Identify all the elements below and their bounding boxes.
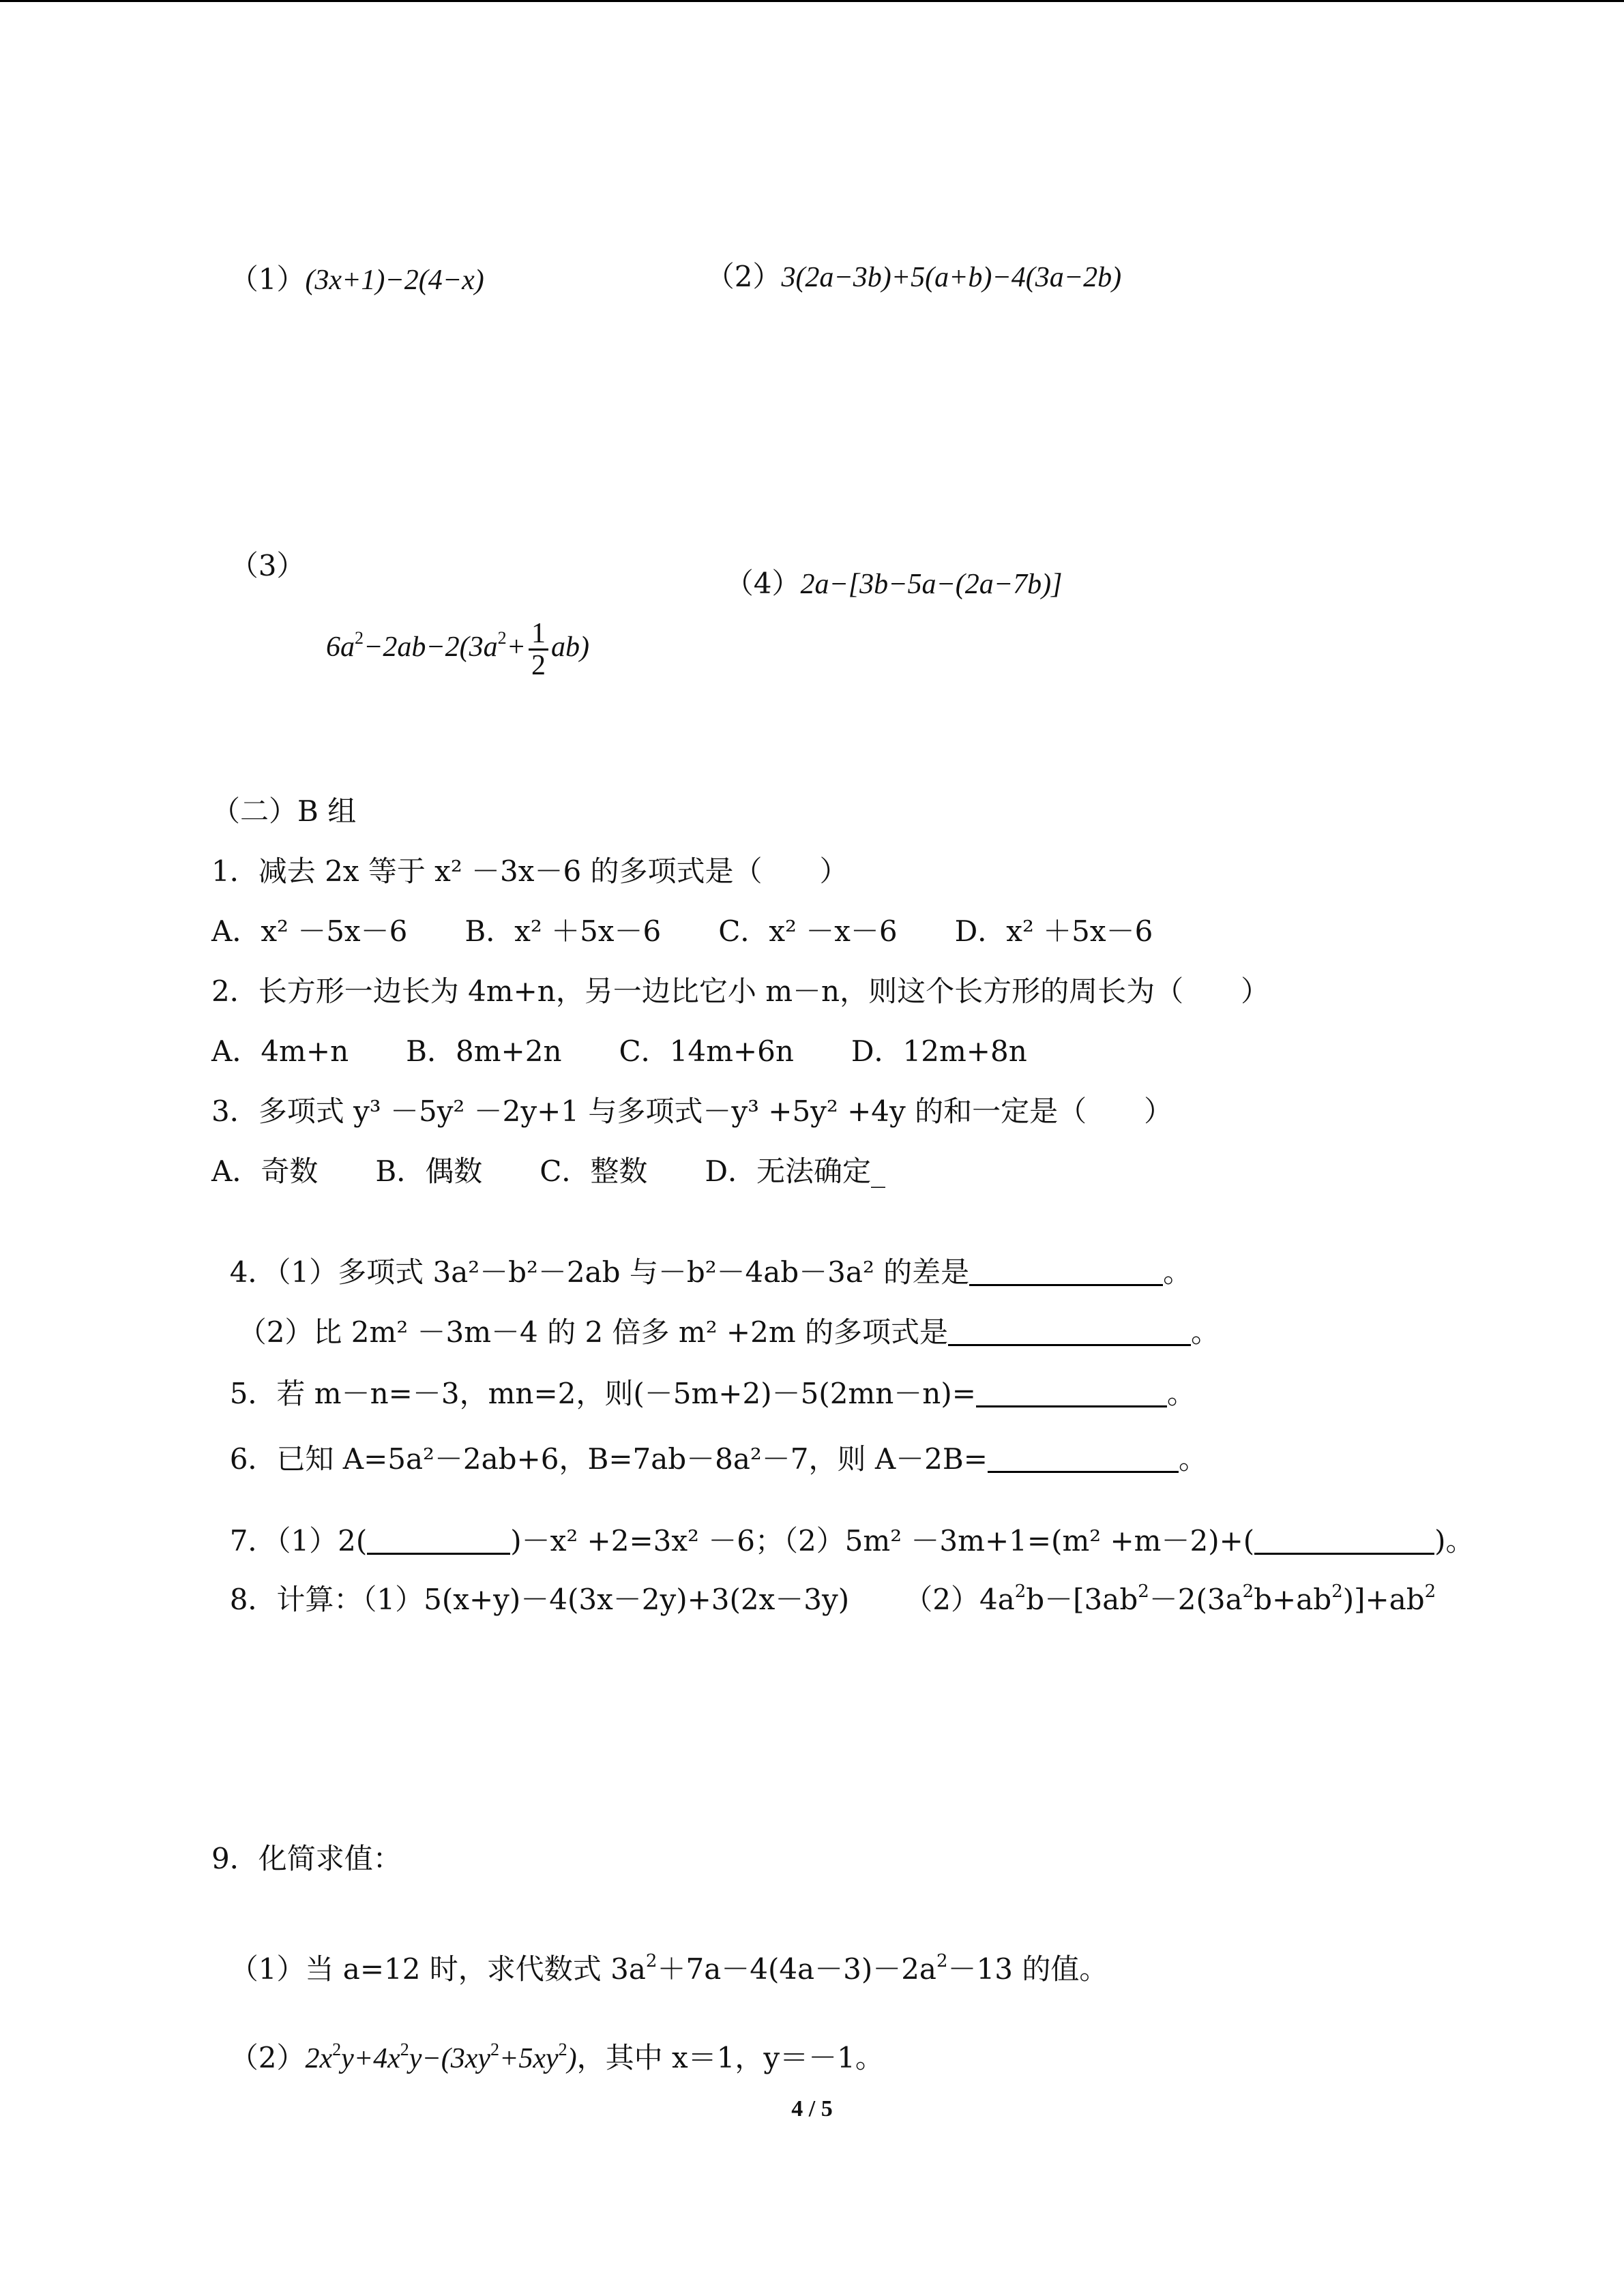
problem-a3-label: （3）	[229, 549, 306, 582]
top-rule	[0, 0, 1624, 2]
question-6: 6．已知 A=5a²－2ab+6，B=7ab－8a²－7，则 A－2B= 。	[229, 1442, 1207, 1476]
question-7: 7．（1）2( )－x² +2=3x² －6；（2）5m² －3m+1=(m² +m－2)+( )。	[229, 1524, 1475, 1557]
fraction-one-half: $\frac{1}{2}$	[529, 618, 548, 681]
question-4-1: 4．（1）多项式 3a²－b²－2ab 与－b²－4ab－3a² 的差是 。	[229, 1255, 1192, 1289]
problem-label: （1）	[229, 263, 306, 296]
question-2-options: A．4m+n B．8m+2n C．14m+6n D．12m+8n	[211, 1034, 1027, 1068]
math-expression: 3(2a−3b)+5(a+b)−4(3a−2b)	[781, 262, 1122, 293]
question-3: 3．多项式 y³ －5y² －2y+1 与多项式－y³ +5y² +4y 的和一定是（ ）	[211, 1094, 1173, 1128]
question-1-options: A．x² －5x－6 B．x² ＋5x－6 C．x² －x－6 D．x² ＋5x－6	[211, 914, 1153, 948]
problem-a4	[707, 522, 1062, 605]
math-expression: $6a^2-2ab-2(3a^2+$ $\frac{1}{2}$ ab)	[326, 617, 590, 681]
question-9-1: （1）当 a=12 时，求代数式 $3a^2+7a-4(4a-3)-2a^2-13$ 的值。	[229, 1951, 1108, 1986]
question-9-2: $(2)2x^2y+4x^2y-(3xy^2+5xy^2)$，其中 x＝1，y＝－1。	[229, 2040, 884, 2074]
problem-a1	[211, 218, 484, 301]
page-number: 4 / 5	[791, 2096, 833, 2121]
problem-a2	[688, 215, 1121, 298]
question-5: 5．若 m－n=－3，mn=2，则(－5m+2)－5(2mn－n)= 。	[229, 1377, 1196, 1410]
question-4-2: （2）比 2m² －3m－4 的 2 倍多 m² +2m 的多项式是 。	[237, 1315, 1220, 1349]
question-8: 8．计算：（1）5(x+y)－4(3x－2y)+3(2x－3y) $(2)4a^2b-[3ab^2-2(3a^2b+ab^2)]+ab^2$	[229, 1581, 1436, 1616]
problem-label: （2）	[705, 260, 782, 293]
math-expression: $2x^2y+4x^2y-(3xy^2+5xy^2)$	[305, 2040, 577, 2074]
problem-a3	[297, 492, 589, 743]
question-3-options: A．奇数 B．偶数 C．整数 D．无法确定_	[211, 1154, 886, 1188]
problem-label: （4）	[724, 567, 801, 600]
answer-blank[interactable]	[988, 1445, 1179, 1473]
math-expression: 2a−[3b−5a−(2a−7b)]	[800, 569, 1063, 600]
section-b-heading: （二）B 组	[211, 794, 357, 828]
question-1: 1．减去 2x 等于 x² －3x－6 的多项式是（ ）	[211, 854, 848, 888]
math-expression: (3x+1)−2(4−x)	[305, 265, 484, 296]
question-9: 9．化简求值：	[211, 1842, 402, 1875]
question-2: 2．长方形一边长为 4m+n，另一边比它小 m－n，则这个长方形的周长为（ ）	[211, 974, 1270, 1008]
